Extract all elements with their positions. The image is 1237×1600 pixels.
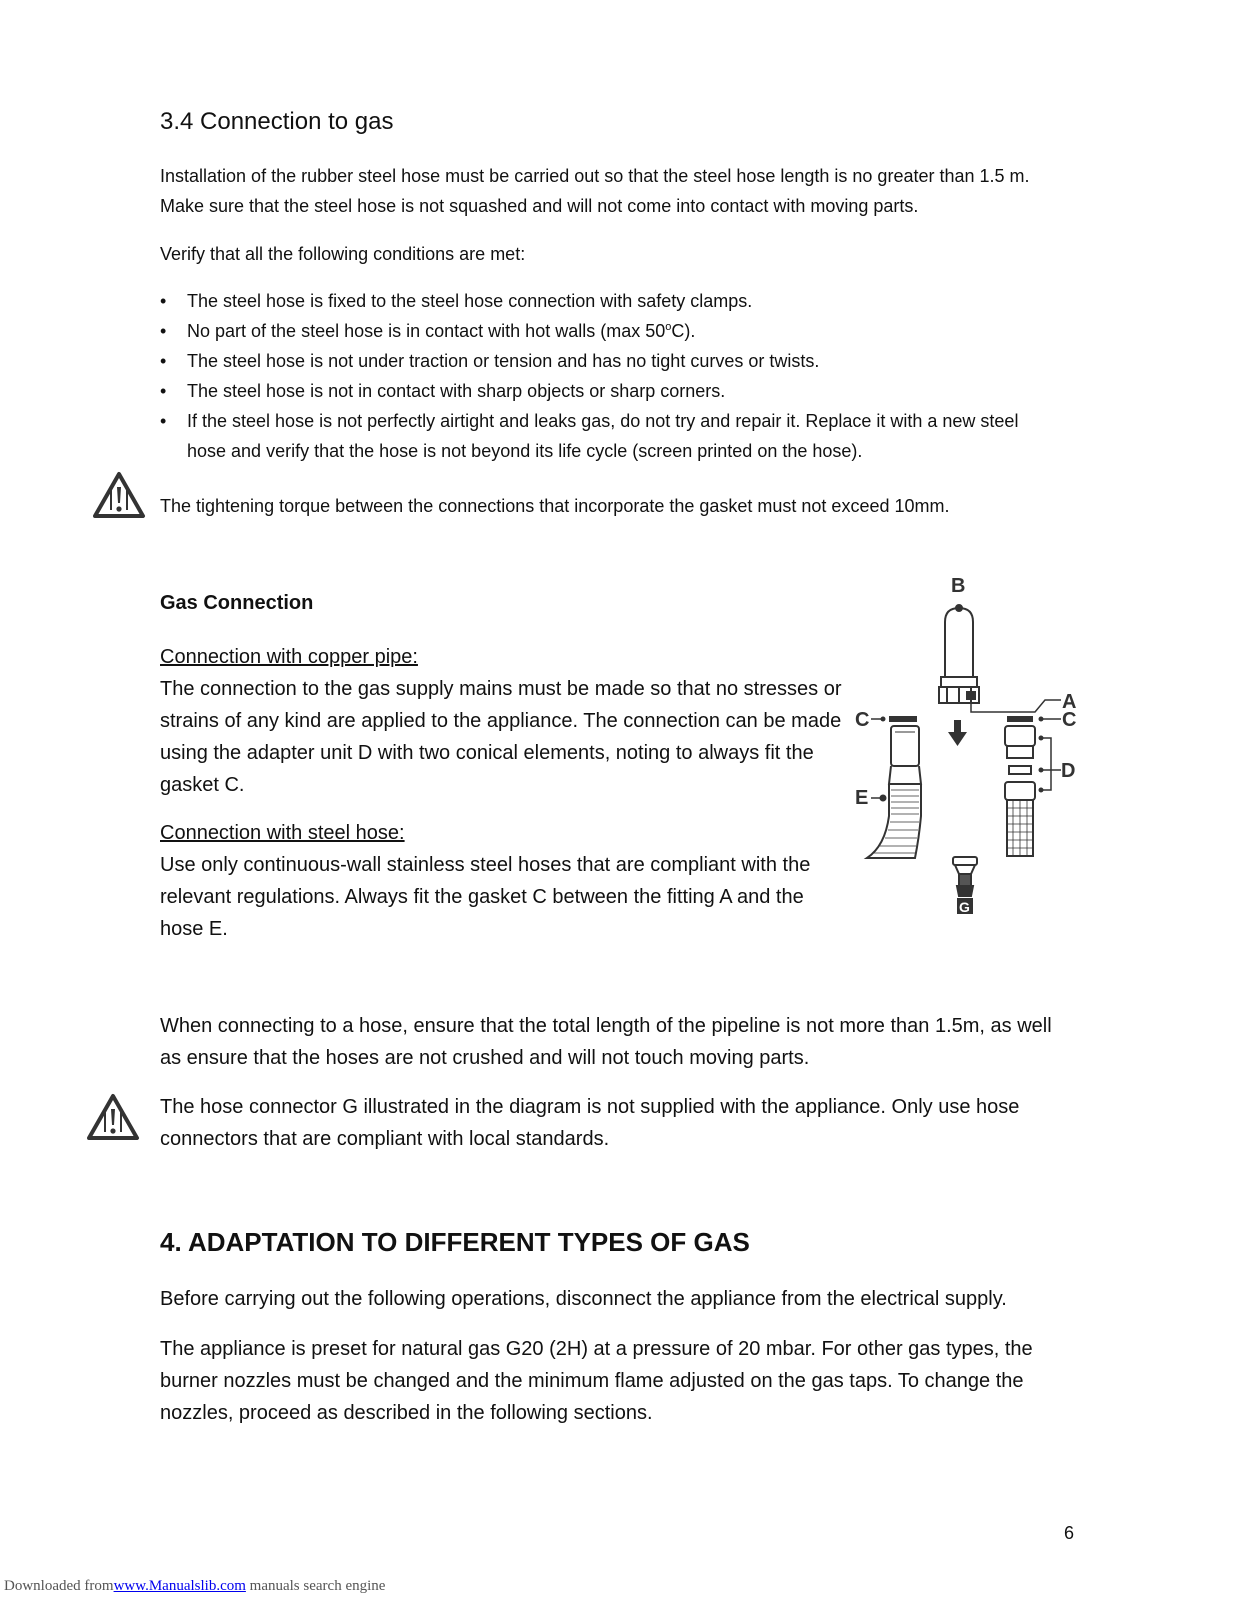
list-item: • The steel hose is not under traction or tension and has no tight curves or twists.: [160, 346, 1060, 376]
hose-e: [867, 726, 921, 858]
steel-hose-text: Use only continuous-wall stainless steel hoses that are compliant with the relevant regulations. Always fit the gasket C between the fitting A and the hose E.: [160, 854, 811, 940]
page-number: 6: [1064, 1523, 1075, 1543]
list-item: • If the steel hose is not perfectly airtight and leaks gas, do not try and repair it. Replace it with a new steel hose and verify that the hose is not beyond its life cycle (screen printed on the hose).: [160, 406, 1060, 466]
arrow-down-icon: [948, 720, 967, 746]
copper-pipe-block: [160, 641, 850, 801]
hose-connector-warning-text: The hose connector G illustrated in the diagram is not supplied with the appliance. Only use hose connectors that are compliant with local standards.: [160, 1096, 1020, 1150]
diagram-label-c-right: C: [1062, 709, 1077, 731]
diagram-label-e: E: [855, 787, 869, 809]
gas-connection-diagram: [855, 572, 1100, 942]
section-title: 3.4 Connection to gas: [160, 108, 394, 135]
disconnect-paragraph: Before carrying out the following operations, disconnect the appliance from the electrical supply.: [160, 1288, 1007, 1310]
list-item: • The steel hose is fixed to the steel hose connection with safety clamps.: [160, 286, 1060, 316]
fitting-a-callout: [971, 700, 1061, 712]
chapter-title: 4. ADAPTATION TO DIFFERENT TYPES OF GAS: [160, 1227, 750, 1257]
adapter-d: [1005, 726, 1061, 856]
download-footer: [4, 1578, 385, 1595]
hose-length-paragraph: When connecting to a hose, ensure that the total length of the pipeline is not more than 1.5m, as well as ensure that the hoses are not crushed and will not touch moving parts.: [160, 1015, 1052, 1069]
gas-connection-title: Gas Connection: [160, 592, 314, 614]
hose-connector-g: [953, 857, 977, 896]
torque-warning-text: The tightening torque between the connections that incorporate the gasket must not exceed 10mm.: [160, 496, 950, 516]
diagram-label-c-left: C: [855, 709, 870, 731]
verify-paragraph: Verify that all the following conditions are met:: [160, 244, 526, 264]
warning-triangle-icon: [92, 470, 146, 520]
diagram-label-b: B: [951, 575, 966, 597]
intro-paragraph: Installation of the rubber steel hose must be carried out so that the steel hose length is no greater than 1.5 m. Make sure that the steel hose is not squashed and will not come into contact with moving parts.: [160, 166, 1030, 216]
copper-pipe-text: The connection to the gas supply mains must be made so that no stresses or strains of any kind are applied to the appliance. The connection can be made using the adapter unit D with two conical elements, noting to always fit the gasket C.: [160, 678, 842, 796]
footer-prefix: Downloaded from: [4, 1578, 114, 1594]
list-item: • The steel hose is not in contact with sharp objects or sharp corners.: [160, 376, 1060, 406]
warning-triangle-icon: [86, 1092, 140, 1142]
footer-suffix: manuals search engine: [245, 1578, 386, 1594]
fitting-b: [939, 605, 979, 703]
diagram-label-g: G: [959, 899, 970, 915]
copper-pipe-heading: Connection with copper pipe:: [160, 646, 418, 668]
manualslib-link[interactable]: www.Manualslib.com: [113, 1578, 246, 1594]
gasket-c-right: [1007, 716, 1061, 722]
conditions-list: [160, 286, 1060, 466]
list-item: • No part of the steel hose is in contact with hot walls (max 50$^o$C).: [160, 316, 1060, 346]
preset-paragraph: The appliance is preset for natural gas G20 (2H) at a pressure of 20 mbar. For other gas types, the burner nozzles must be changed and the minimum flame adjusted on the gas taps. To change the nozzles, proceed as described in the following sections.: [160, 1338, 1033, 1424]
gasket-c-left: [871, 716, 917, 722]
diagram-label-d: D: [1061, 760, 1076, 782]
diagram-label-a: A: [1062, 691, 1077, 713]
steel-hose-block: [160, 817, 850, 945]
steel-hose-heading: Connection with steel hose:: [160, 822, 405, 844]
